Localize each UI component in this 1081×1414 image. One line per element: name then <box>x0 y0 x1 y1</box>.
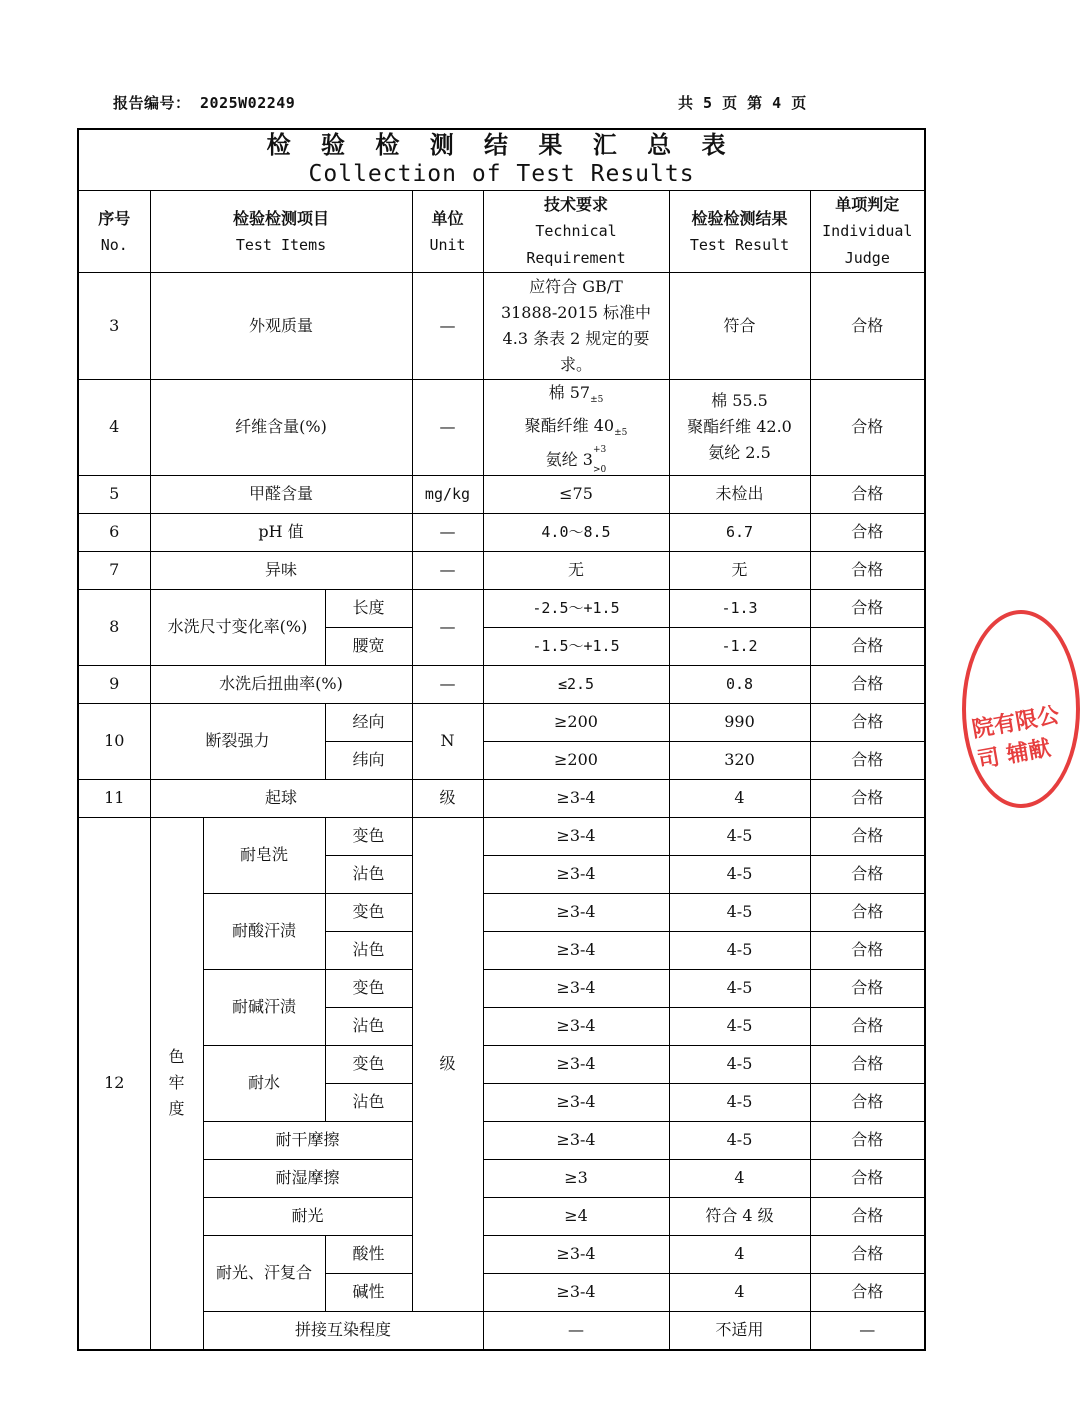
row-item: 起球 <box>150 779 412 817</box>
row-judge: 合格 <box>810 741 925 779</box>
row-item: 拼接互染程度 <box>203 1311 483 1350</box>
res-cotton: 棉 55.5 <box>711 391 768 411</box>
row-item: 耐酸汗渍 <box>203 893 325 969</box>
row-req: — <box>483 1311 669 1350</box>
column-header-row <box>78 191 925 273</box>
row-no: 4 <box>78 380 150 476</box>
table-row <box>78 1197 925 1235</box>
row-no: 10 <box>78 703 150 779</box>
row-item: 异味 <box>150 551 412 589</box>
row-subitem: 沾色 <box>325 931 412 969</box>
row-item: 断裂强力 <box>150 703 325 779</box>
row-req: -1.5～+1.5 <box>483 627 669 665</box>
stamp-text: 院有限公司 辅献 <box>970 702 1062 774</box>
official-seal-stamp <box>962 610 1080 808</box>
req-poly <box>484 413 669 446</box>
row-result: 4-5 <box>669 893 810 931</box>
row-req: ≥3-4 <box>483 855 669 893</box>
row-unit: mg/kg <box>412 475 483 513</box>
row-req <box>483 380 669 476</box>
row-no: 12 <box>78 817 150 1350</box>
results-table <box>77 128 926 1351</box>
row-item: 耐光、汗复合 <box>203 1235 325 1311</box>
row-item: 纤维含量(%) <box>150 380 412 476</box>
row-item: 耐碱汗渍 <box>203 969 325 1045</box>
row-judge: 合格 <box>810 893 925 931</box>
row-result: 320 <box>669 741 810 779</box>
row-req: ≤2.5 <box>483 665 669 703</box>
row-judge: 合格 <box>810 1121 925 1159</box>
req-poly-value: 聚酯纤维 40 <box>524 416 615 436</box>
row-subitem: 纬向 <box>325 741 412 779</box>
col-judge-cn: 单项判定 <box>835 195 900 214</box>
row-item: pH 值 <box>150 513 412 551</box>
row-result: 4 <box>669 1273 810 1311</box>
row-req: ≥200 <box>483 741 669 779</box>
row-judge: 合格 <box>810 475 925 513</box>
row-no: 9 <box>78 665 150 703</box>
row-req: ≥3-4 <box>483 1235 669 1273</box>
row-result: 不适用 <box>669 1311 810 1350</box>
row-result: 符合 4 级 <box>669 1197 810 1235</box>
table-row <box>78 551 925 589</box>
row-judge: 合格 <box>810 1083 925 1121</box>
row-judge: 合格 <box>810 1235 925 1273</box>
table-row <box>78 779 925 817</box>
row-result: 990 <box>669 703 810 741</box>
row-result: 4 <box>669 779 810 817</box>
col-req-en2: Requirement <box>526 249 626 267</box>
row-subitem: 变色 <box>325 893 412 931</box>
req-line: 4.3 条表 2 规定的要 <box>502 329 650 348</box>
row-item: 耐皂洗 <box>203 817 325 893</box>
group-char: 度 <box>168 1099 185 1119</box>
col-unit-en: Unit <box>429 235 466 254</box>
table-row <box>78 513 925 551</box>
table-row <box>78 1121 925 1159</box>
page-info: 共 5 页 第 4 页 <box>678 94 807 112</box>
col-req-en1: Technical <box>535 222 617 240</box>
row-req <box>483 273 669 380</box>
row-item: 水洗尺寸变化率(%) <box>150 589 325 665</box>
row-subitem: 经向 <box>325 703 412 741</box>
row-item: 外观质量 <box>150 273 412 380</box>
res-poly: 聚酯纤维 42.0 <box>687 417 792 437</box>
table-row <box>78 475 925 513</box>
col-items <box>150 191 412 273</box>
row-item: 耐光 <box>203 1197 412 1235</box>
row-unit: — <box>412 513 483 551</box>
col-req-cn: 技术要求 <box>543 195 608 214</box>
row-req: 无 <box>483 551 669 589</box>
row-judge: 合格 <box>810 817 925 855</box>
table-title <box>78 129 925 191</box>
row-req: ≥3-4 <box>483 817 669 855</box>
res-span: 氨纶 2.5 <box>708 443 771 463</box>
row-judge: 合格 <box>810 1273 925 1311</box>
row-item: 耐湿摩擦 <box>203 1159 412 1197</box>
row-judge: 合格 <box>810 1159 925 1197</box>
table-row <box>78 273 925 380</box>
row-item: 水洗后扭曲率(%) <box>150 665 412 703</box>
row-subitem: 腰宽 <box>325 627 412 665</box>
col-judge-en2: Judge <box>844 249 890 267</box>
colorfastness-group <box>150 817 203 1350</box>
row-judge: 合格 <box>810 380 925 476</box>
group-char: 牢 <box>168 1073 185 1093</box>
table-row <box>78 1235 925 1273</box>
row-result: 6.7 <box>669 513 810 551</box>
row-result: 未检出 <box>669 475 810 513</box>
row-judge: 合格 <box>810 665 925 703</box>
row-item: 耐干摩擦 <box>203 1121 412 1159</box>
row-no: 11 <box>78 779 150 817</box>
col-result-cn: 检验检测结果 <box>691 208 788 228</box>
row-judge: 合格 <box>810 1045 925 1083</box>
row-result: 0.8 <box>669 665 810 703</box>
row-req: ≥200 <box>483 703 669 741</box>
row-result: 无 <box>669 551 810 589</box>
req-poly-tol: ±5 <box>614 428 628 439</box>
row-result: 4-5 <box>669 817 810 855</box>
row-req: ≥3-4 <box>483 931 669 969</box>
row-unit: — <box>412 551 483 589</box>
req-span <box>484 446 669 475</box>
table-title-row <box>78 129 925 191</box>
row-item: 耐水 <box>203 1045 325 1121</box>
col-no-cn: 序号 <box>98 208 131 228</box>
row-req: ≥3-4 <box>483 893 669 931</box>
row-result: 4 <box>669 1235 810 1273</box>
title-cn: 检 验 检 测 结 果 汇 总 表 <box>266 131 737 159</box>
table-row <box>78 380 925 476</box>
col-result <box>669 191 810 273</box>
row-unit: — <box>412 273 483 380</box>
row-result: 4-5 <box>669 1045 810 1083</box>
col-unit <box>412 191 483 273</box>
row-subitem: 变色 <box>325 969 412 1007</box>
row-judge: — <box>810 1311 925 1350</box>
row-subitem: 酸性 <box>325 1235 412 1273</box>
row-result: 4-5 <box>669 969 810 1007</box>
table-row <box>78 589 925 627</box>
row-subitem: 变色 <box>325 1045 412 1083</box>
row-subitem: 长度 <box>325 589 412 627</box>
row-no: 8 <box>78 589 150 665</box>
row-judge: 合格 <box>810 273 925 380</box>
req-line: 应符合 GB/T <box>529 277 623 296</box>
row-req: ≥3-4 <box>483 1045 669 1083</box>
row-result <box>669 380 810 476</box>
row-unit: — <box>412 380 483 476</box>
group-char: 色 <box>168 1047 185 1067</box>
row-subitem: 沾色 <box>325 1007 412 1045</box>
row-req: ≥3-4 <box>483 969 669 1007</box>
table-row <box>78 893 925 931</box>
row-judge: 合格 <box>810 513 925 551</box>
req-cotton <box>484 380 669 413</box>
table-row <box>78 1045 925 1083</box>
table-row <box>78 817 925 855</box>
row-unit: 级 <box>412 817 483 1311</box>
req-cotton-value: 棉 57 <box>548 383 591 402</box>
col-judge <box>810 191 925 273</box>
row-subitem: 变色 <box>325 817 412 855</box>
row-req: ≥3-4 <box>483 1007 669 1045</box>
table-row <box>78 1159 925 1197</box>
row-no: 5 <box>78 475 150 513</box>
row-judge: 合格 <box>810 969 925 1007</box>
row-judge: 合格 <box>810 627 925 665</box>
row-judge: 合格 <box>810 589 925 627</box>
row-req: ≥3-4 <box>483 779 669 817</box>
row-unit: — <box>412 665 483 703</box>
row-req: ≥3-4 <box>483 1273 669 1311</box>
col-unit-cn: 单位 <box>431 208 464 228</box>
report-number: 报告编号： 2025W02249 <box>113 94 296 112</box>
col-judge-en1: Individual <box>822 222 913 240</box>
row-req: ≤75 <box>483 475 669 513</box>
row-result: 4-5 <box>669 1083 810 1121</box>
row-req: ≥3-4 <box>483 1121 669 1159</box>
row-result: -1.2 <box>669 627 810 665</box>
row-result: 4-5 <box>669 1121 810 1159</box>
row-result: 4-5 <box>669 1007 810 1045</box>
row-result: -1.3 <box>669 589 810 627</box>
row-unit: N <box>412 703 483 779</box>
row-judge: 合格 <box>810 703 925 741</box>
row-judge: 合格 <box>810 931 925 969</box>
table-row <box>78 665 925 703</box>
col-no-en: No. <box>100 235 128 254</box>
req-span-up: +3 <box>593 445 607 456</box>
col-items-en: Test Items <box>235 235 327 254</box>
req-span-value: 氨纶 3 <box>545 450 593 470</box>
req-span-down: >0 <box>593 464 607 475</box>
row-req: ≥3 <box>483 1159 669 1197</box>
col-items-cn: 检验检测项目 <box>232 208 329 228</box>
table-row <box>78 703 925 741</box>
row-result: 符合 <box>669 273 810 380</box>
row-no: 6 <box>78 513 150 551</box>
row-req: 4.0～8.5 <box>483 513 669 551</box>
table-row <box>78 1311 925 1350</box>
req-line: 求。 <box>559 355 592 374</box>
row-req: ≥3-4 <box>483 1083 669 1121</box>
req-cotton-tol: ±5 <box>590 395 604 406</box>
row-subitem: 沾色 <box>325 1083 412 1121</box>
row-judge: 合格 <box>810 855 925 893</box>
col-result-en: Test Result <box>689 235 790 254</box>
req-line: 31888-2015 标准中 <box>500 303 652 322</box>
row-subitem: 碱性 <box>325 1273 412 1311</box>
col-req <box>483 191 669 273</box>
row-result: 4 <box>669 1159 810 1197</box>
row-judge: 合格 <box>810 551 925 589</box>
row-no: 7 <box>78 551 150 589</box>
table-row <box>78 969 925 1007</box>
row-judge: 合格 <box>810 1007 925 1045</box>
row-req: ≥4 <box>483 1197 669 1235</box>
row-result: 4-5 <box>669 855 810 893</box>
row-subitem: 沾色 <box>325 855 412 893</box>
col-no <box>78 191 150 273</box>
row-no: 3 <box>78 273 150 380</box>
row-result: 4-5 <box>669 931 810 969</box>
row-judge: 合格 <box>810 779 925 817</box>
row-judge: 合格 <box>810 1197 925 1235</box>
row-unit: — <box>412 589 483 665</box>
row-req: -2.5～+1.5 <box>483 589 669 627</box>
row-item: 甲醛含量 <box>150 475 412 513</box>
title-en: Collection of Test Results <box>308 161 695 187</box>
row-unit: 级 <box>412 779 483 817</box>
